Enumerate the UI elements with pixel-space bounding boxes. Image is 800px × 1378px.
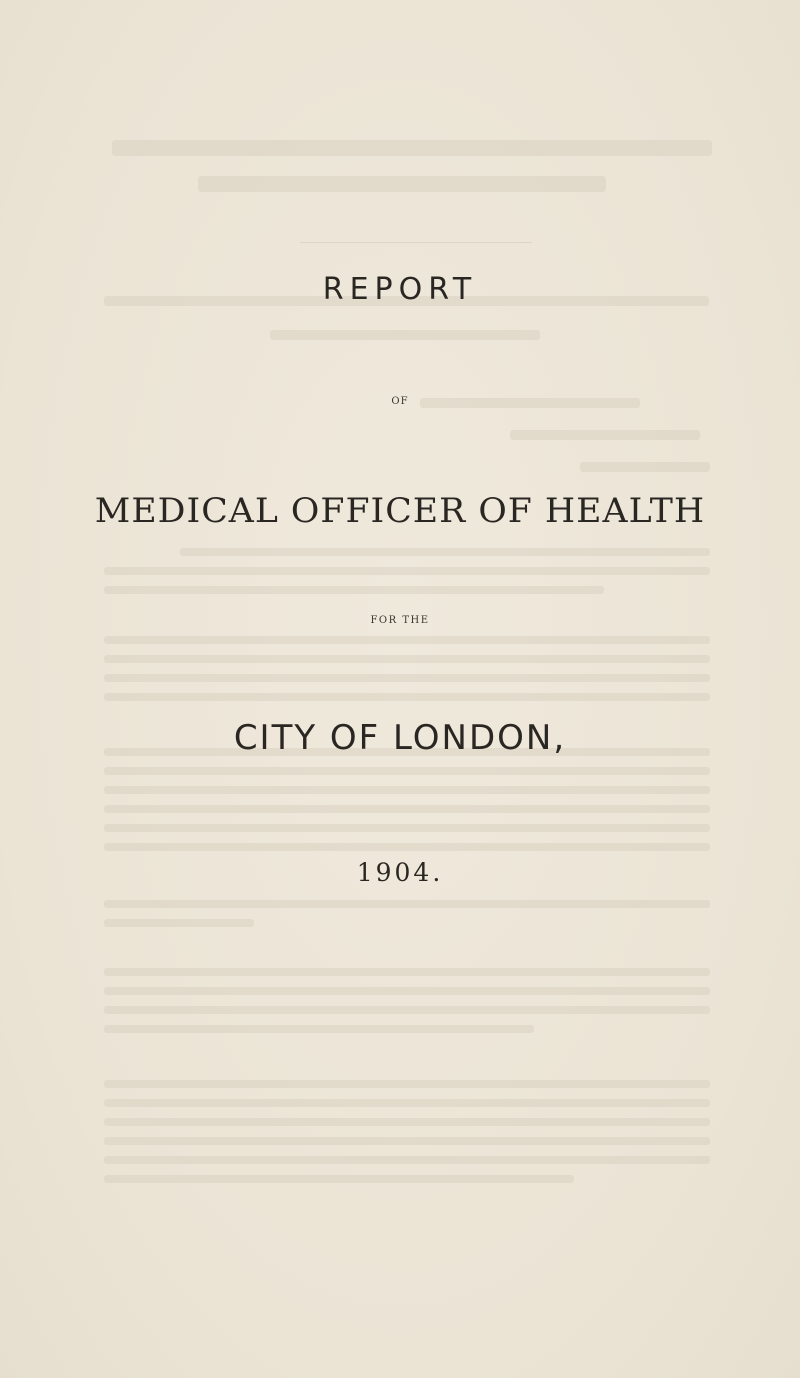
report-heading: REPORT	[322, 272, 478, 307]
city-heading: CITY OF LONDON,	[233, 718, 567, 758]
of-connector: OF	[391, 396, 409, 407]
for-the-connector: FOR THE	[370, 615, 430, 626]
report-year: 1904.	[356, 858, 444, 887]
officer-heading: MEDICAL OFFICER OF HEALTH	[94, 491, 706, 531]
